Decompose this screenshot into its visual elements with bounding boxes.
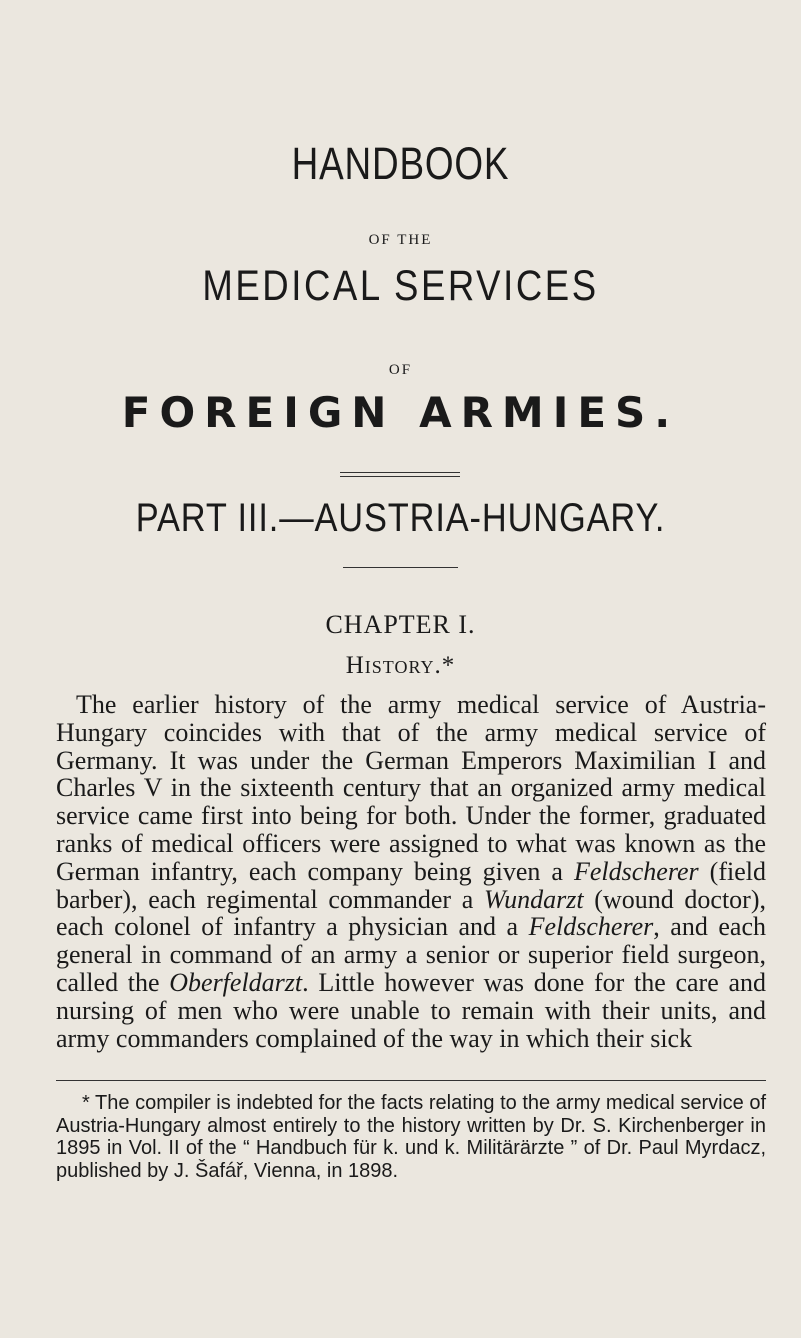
term-oberfeldarzt: Oberfeldarzt bbox=[169, 967, 303, 997]
body-paragraph bbox=[56, 691, 766, 1052]
double-rule-bottom bbox=[340, 476, 460, 477]
body-text-1: The earlier history of the army medical service of Austria-Hungary coincides with that of the army medical service of Germany. It was under the German Emperors Maximilian I and Charles V in the sixteenth century that an organized army medical service came first into being for both. Under the former, graduated ranks of medical officers were assigned to what was known as the German infantry, each company being given a bbox=[56, 690, 766, 886]
body-text-2: (field barber), each regimental commander a bbox=[56, 856, 766, 914]
term-feldscherer: Feldscherer bbox=[574, 856, 699, 886]
term-feldscherer-2: Feldscherer bbox=[528, 912, 654, 942]
title-medical-services: MEDICAL SERVICES bbox=[202, 262, 599, 310]
footnote bbox=[56, 1092, 766, 1182]
term-wundarzt: Wundarzt bbox=[483, 884, 584, 914]
section-heading: History.* bbox=[345, 652, 456, 679]
footnote-rule bbox=[56, 1080, 766, 1081]
body-text-5: . Little however was done for the care and nursing of men who were unable to remain with their units, and army commanders complained of the way in which their sick bbox=[56, 967, 766, 1053]
body-text-4: , and each general in command of an army a senior or superior field surgeon, called the bbox=[56, 912, 767, 997]
title-of: OF bbox=[388, 362, 413, 378]
chapter-heading: CHAPTER I. bbox=[325, 610, 476, 639]
footnote-text: * The compiler is indebted for the facts relating to the army medical service of Austria-Hungary almost entirely to the history written by Dr. S. Kirchenberger in 1895 in Vol. II of the “ Handbuch für k. und k. Militärärzte ” of Dr. Paul Myrdacz, published by J. Šafář, Vienna, in 1898. bbox=[56, 1092, 766, 1182]
title-foreign-armies: FOREIGN ARMIES. bbox=[121, 388, 680, 437]
part-heading: PART III.—AUSTRIA-HUNGARY. bbox=[135, 496, 666, 540]
title-of-the: OF THE bbox=[368, 232, 433, 248]
body-text-3: (wound doctor), each colonel of infantry a physician and a bbox=[56, 884, 766, 942]
section-rule bbox=[343, 567, 458, 568]
title-handbook: HANDBOOK bbox=[291, 138, 510, 189]
double-rule-top bbox=[340, 472, 460, 473]
